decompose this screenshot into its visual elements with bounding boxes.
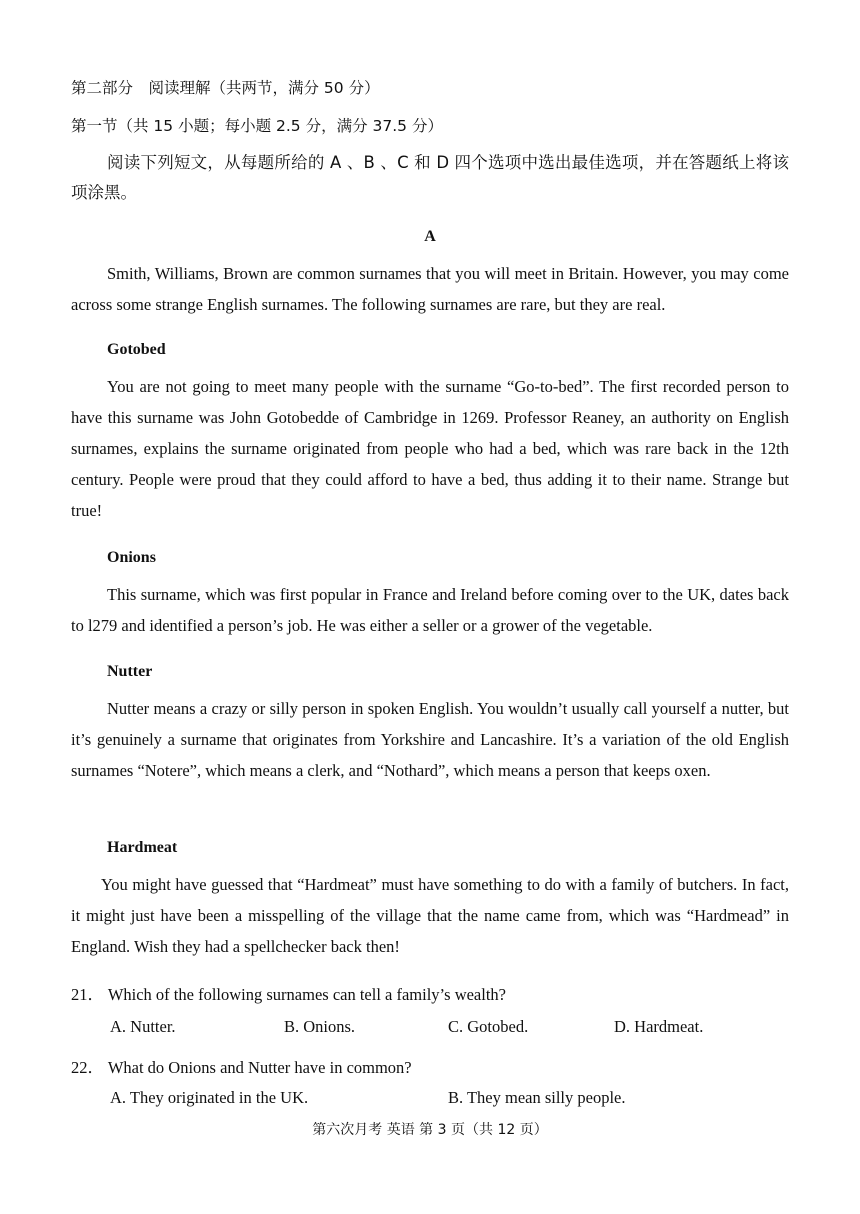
option-21-b[interactable]: B. Onions. [284,1017,356,1036]
question-text: Which of the following surnames can tell a family’s wealth? [107,985,506,1004]
option-21-c[interactable]: C. Gotobed. [448,1017,529,1036]
option-22-a[interactable]: A. They originated in the UK. [110,1088,309,1107]
question-22 [71,1054,412,1078]
surname-text-onions: This surname, which was first popular in France and Ireland before coming over to the UK, dates back to l279 and identified a person’s job. He was either a seller or a grower of the vegetable. [71,585,789,635]
section-subtitle: 第一节（共 15 小题；每小题 2.5 分，满分 37.5 分） [71,117,443,135]
option-22-b[interactable]: B. They mean silly people. [448,1088,626,1107]
surname-text-hardmeat: You might have guessed that “Hardmeat” must have something to do with a family of butchers. In fact, it might just have been a misspelling of the village that the name came from, which was “Hardmead” in England. Wish they had a spellchecker back then! [71,875,789,956]
passage-intro: Smith, Williams, Brown are common surnames that you will meet in Britain. However, you may come across some strange English surnames. The following surnames are rare, but they are real. [71,264,789,314]
surname-heading-nutter: Nutter [107,663,153,680]
surname-heading-gotobed: Gotobed [107,341,166,358]
surname-heading-hardmeat: Hardmeat [107,839,178,856]
question-text: What do Onions and Nutter have in common? [107,1058,412,1077]
page-footer: 第六次月考 英语 第 3 页（共 12 页） [312,1122,548,1138]
surname-heading-onions: Onions [107,549,156,566]
option-21-a[interactable]: A. Nutter. [110,1017,176,1036]
question-number: 22． [71,1058,104,1077]
question-number: 21． [71,985,104,1004]
passage-label: A [424,228,436,245]
option-21-d[interactable]: D. Hardmeat. [614,1017,704,1036]
surname-text-nutter: Nutter means a crazy or silly person in spoken English. You wouldn’t usually call yourself a nutter, but it’s genuinely a surname that originates from Yorkshire and Lancashire. It’s a variation of the old English surnames “Notere”, which means a clerk, and “Nothard”, which means a person that keeps oxen. [71,699,789,780]
instruction-text: 阅读下列短文，从每题所给的 A 、B 、C 和 D 四个选项中选出最佳选项，并在答题纸上将该项涂黑。 [71,153,789,202]
question-21 [71,981,506,1005]
surname-text-gotobed: You are not going to meet many people with the surname “Go-to-bed”. The first recorded person to have this surname was John Gotobedde of Cambridge in 1269. Professor Reaney, an authority on English surnames, explains the surname originated from people who had a bed, which was rare back in the 12th century. People were proud that they could afford to have a bed, thus adding it to their name. Strange but true! [71,377,789,520]
part-title: 第二部分 阅读理解（共两节，满分 50 分） [71,79,380,97]
